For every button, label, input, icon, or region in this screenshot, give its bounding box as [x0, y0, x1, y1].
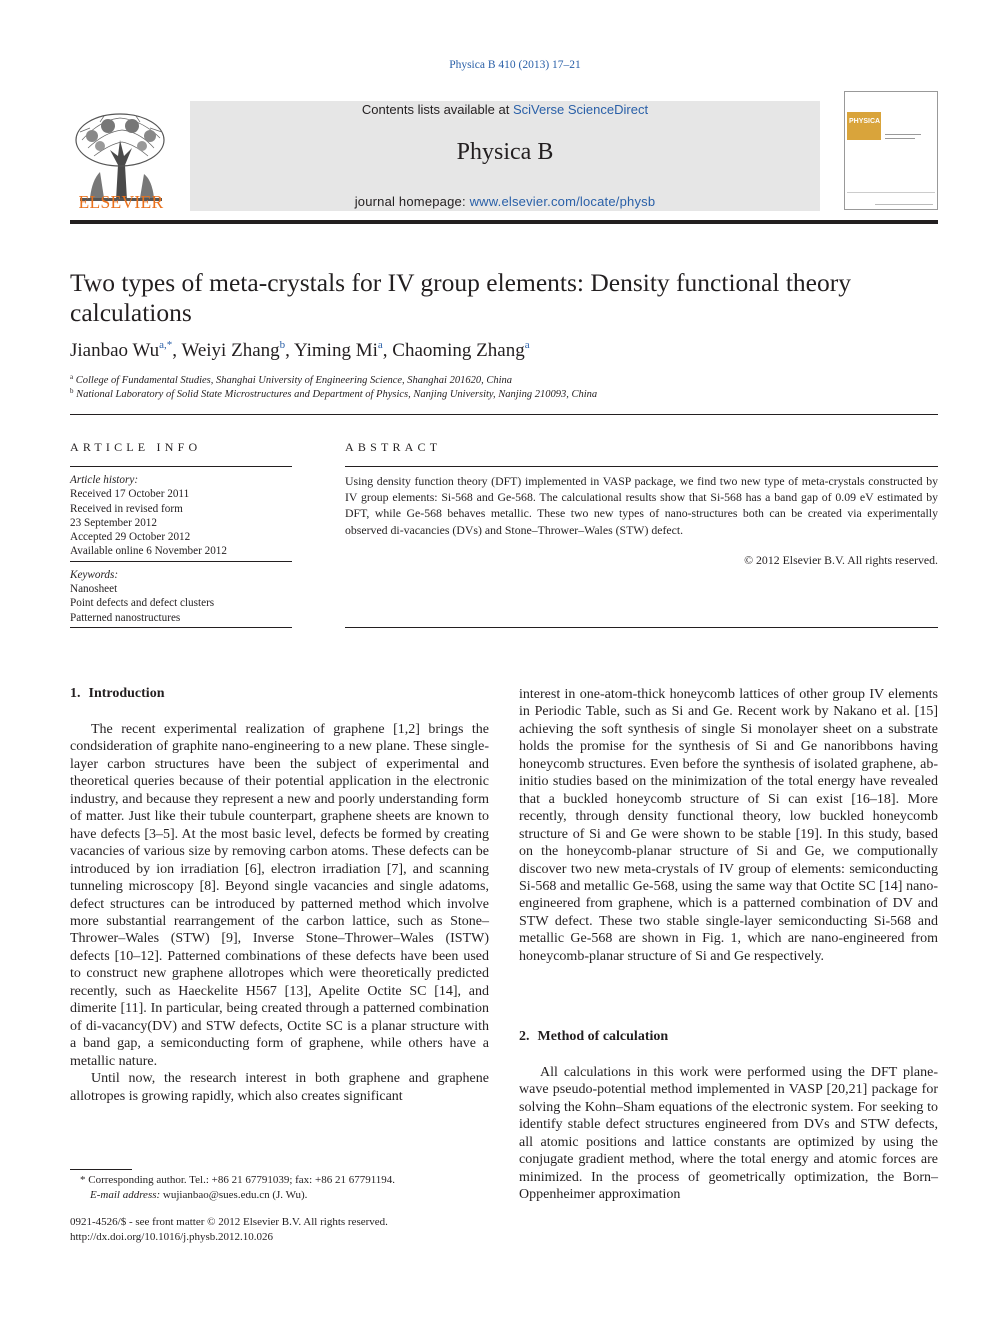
publisher-wordmark: ELSEVIER	[78, 192, 164, 212]
header-rule	[70, 220, 938, 224]
body-paragraph: All calculations in this work were performed using the DFT plane-wave pseudo-potential method implemented in VASP [20,21] package for solving the Kohn–Sham equations of the electronic system. For seeking to identify stable defect structures engineered from DVs and STW defects, all atomic positions and lattice constants are optimized by using the conjugate gradient method, where the total energy and atomic forces are minimized. In the process of geometrically optimization, the Born–Oppenheimer approximation	[519, 1065, 938, 1203]
abstract-copyright: © 2012 Elsevier B.V. All rights reserved.	[744, 553, 938, 567]
affiliation-rule	[70, 414, 938, 415]
abstract-bottom-rule	[345, 627, 938, 628]
page-footer	[70, 1215, 490, 1244]
issn-line: 0921-4526/$ - see front matter © 2012 Elsevier B.V. All rights reserved.	[70, 1216, 388, 1228]
journal-citation-link[interactable]: Physica B 410 (2013) 17–21	[449, 59, 581, 71]
body-paragraph: The recent experimental realization of graphene [1,2] brings the condsideration of graphite nano-engineering to a new plane. These single-layer carbon structures have been the subject of experimental and theoretical queries because of their potential application in the electronic industry, and because they represent a new and poorly understanding form of matter. Just like their tubule counterpart, graphene sheets are known to have defects [3–5]. At the most basic level, defects be formed by creating vacancies of various size by removing carbon atoms. These defects can be introduced by ion irradiation [6], electron irradiation [7], and scanning tunneling microscopy [8]. Beyond single vacancies and single adatoms, defect structures can be introduced by patterned method which involve more substantial rearrangement of the carbon lattice, such as Stone–Thrower–Wales (STW) [9], Inverse Stone–Thrower–Wales (ISTW) defects [10–12]. Patterned combinations of these defects have been used to construct new graphene allotropes which were theoretically predicted recently, such as Haeckelite H567 [13], Apelite Octite SC [14], and dimerite [11]. In particular, being created through a patterned combination of di-vacancy(DV) and STW defects, Octite SC is a planar structure with a band gap, a semiconducting form of graphene, while others have a metallic nature.	[70, 722, 489, 1069]
sciencedirect-link[interactable]: SciVerse ScienceDirect	[512, 102, 649, 117]
article-title: Two types of meta-crystals for IV group elements: Density functional theory calculations	[70, 268, 851, 327]
history-item: Accepted 29 October 2012	[70, 531, 191, 544]
doi-link[interactable]: http://dx.doi.org/10.1016/j.physb.2012.10.026	[70, 1230, 274, 1243]
footnote-rule	[70, 1169, 132, 1170]
email-label: E-mail address:	[90, 1188, 161, 1201]
body-paragraph: Until now, the research interest in both graphene and graphene allotropes is growing rapidly, which also creates significant	[70, 1071, 489, 1104]
journal-header	[70, 91, 938, 213]
author-affiliation-mark[interactable]: a	[377, 339, 383, 351]
author-affiliation-mark[interactable]: a	[524, 339, 530, 351]
author-name[interactable]: Chaoming Zhang	[392, 340, 525, 361]
author-name[interactable]: Jianbao Wu	[70, 340, 160, 361]
keywords-label: Keywords:	[70, 568, 119, 581]
body-right-column-method	[519, 1064, 938, 1204]
article-info-rule	[70, 466, 292, 467]
section-heading-method: 2. Method of calculation	[519, 1029, 669, 1044]
abstract-heading: ABSTRACT	[345, 440, 442, 454]
history-item: 23 September 2012	[70, 516, 157, 529]
author-list: Jianbao $Wu^{a,*}$, Weiyi Zhang$^b$, Yiming Mi$^a$, Chaoming Zhang$^a$	[70, 339, 530, 361]
article-info-heading: ARTICLE INFO	[70, 440, 202, 454]
corresponding-author-note: * Corresponding author. Tel.: +86 21 67791039; fax: +86 21 67791194.	[80, 1174, 396, 1186]
section-heading-introduction: 1. Introduction	[70, 686, 165, 701]
homepage-link[interactable]: www.elsevier.com/locate/physb	[469, 194, 656, 209]
homepage-line	[190, 194, 820, 209]
body-left-column	[70, 721, 489, 1105]
history-item: Received 17 October 2011	[70, 488, 190, 501]
cover-title: PHYSICA	[847, 112, 881, 140]
contents-line	[190, 101, 820, 117]
author-affiliation-mark[interactable]: b	[279, 339, 286, 351]
email-address[interactable]: wujianbao@sues.edu.cn (J. Wu).	[162, 1188, 308, 1201]
abstract-text: Using density function theory (DFT) implemented in VASP package, we find two new type of meta-crystals constructed by IV group elements: Si-568 and Ge-568. The calculational results show that Si-568 has a band gap of 0.09 eV estimated by DFT, while Ge-568 behaves metallic. These two new types of nano-structures both can be created via experimentally observed di-vacancies (DVs) and Stone–Thrower–Wales (STW) defect.	[345, 474, 938, 537]
journal-cover-thumbnail[interactable]	[844, 91, 938, 210]
author-name[interactable]: Weiyi Zhang	[181, 340, 280, 361]
history-item: Received in revised form	[70, 502, 183, 515]
body-right-column	[519, 686, 938, 965]
keyword: Point defects and defect clusters	[70, 597, 215, 610]
keywords-rule	[70, 561, 292, 562]
masthead-banner	[190, 101, 820, 211]
keyword: Patterned nanostructures	[70, 611, 181, 624]
article-info-block	[70, 473, 292, 625]
body-paragraph: interest in one-atom-thick honeycomb lattices of other group IV elements in Periodic Table, such as Si and Ge. Recent work by Nakano et al. [15] achieving the soft synthesis of single Si monolayer sheet on a substrate holds the promise for the synthesis of Si and Ge nanoribbons having honeycomb structures. Even before the synthesis of isolated graphene, ab-initio studies based on the minimization of the total energy have revealed that a buckled honeycomb structure of Si can exist [16–18]. More recently, through density functional theory, low buckled honeycomb structure of Si and Ge were shown to be stable [19]. In this study, based on the honeycomb-planar structure of Si and Ge, we computionally discover two new meta-crystals of IV group of elements: semiconducting Si-568 and metallic Ge-568, using the same way that Octite SC [14] nano-engineered from graphene, which is a patterned combination of DV and STW defect. These two stable single-layer semiconducting Si-568 and metallic Ge-568 are shown in Fig. 1, which are nano-engineered from honeycomb-planar structure of Si and Ge respectively.	[519, 687, 938, 964]
author-affiliation-mark[interactable]: a,*	[159, 339, 173, 351]
affiliation-b: $^b$ National Laboratory of Solid State Microstructures and Department of Physics, Nanjing University, Nanjing 210093, China	[70, 387, 598, 400]
journal-name: Physica B	[456, 139, 554, 165]
contents-prefix: Contents lists available at	[361, 102, 513, 117]
author-name[interactable]: Yiming Mi	[293, 340, 378, 361]
article-info-bottom-rule	[70, 627, 292, 628]
keyword: Nanosheet	[70, 583, 118, 596]
affiliation-a: $^a$ College of Fundamental Studies, Shanghai University of Engineering Science, Shanghai 201620, China	[70, 373, 513, 386]
footnote	[70, 1173, 490, 1202]
homepage-prefix: journal homepage:	[354, 194, 470, 209]
abstract-rule	[345, 466, 938, 467]
history-label: Article history:	[70, 474, 139, 486]
history-item: Available online 6 November 2012	[70, 545, 227, 558]
email-line	[70, 1188, 490, 1203]
